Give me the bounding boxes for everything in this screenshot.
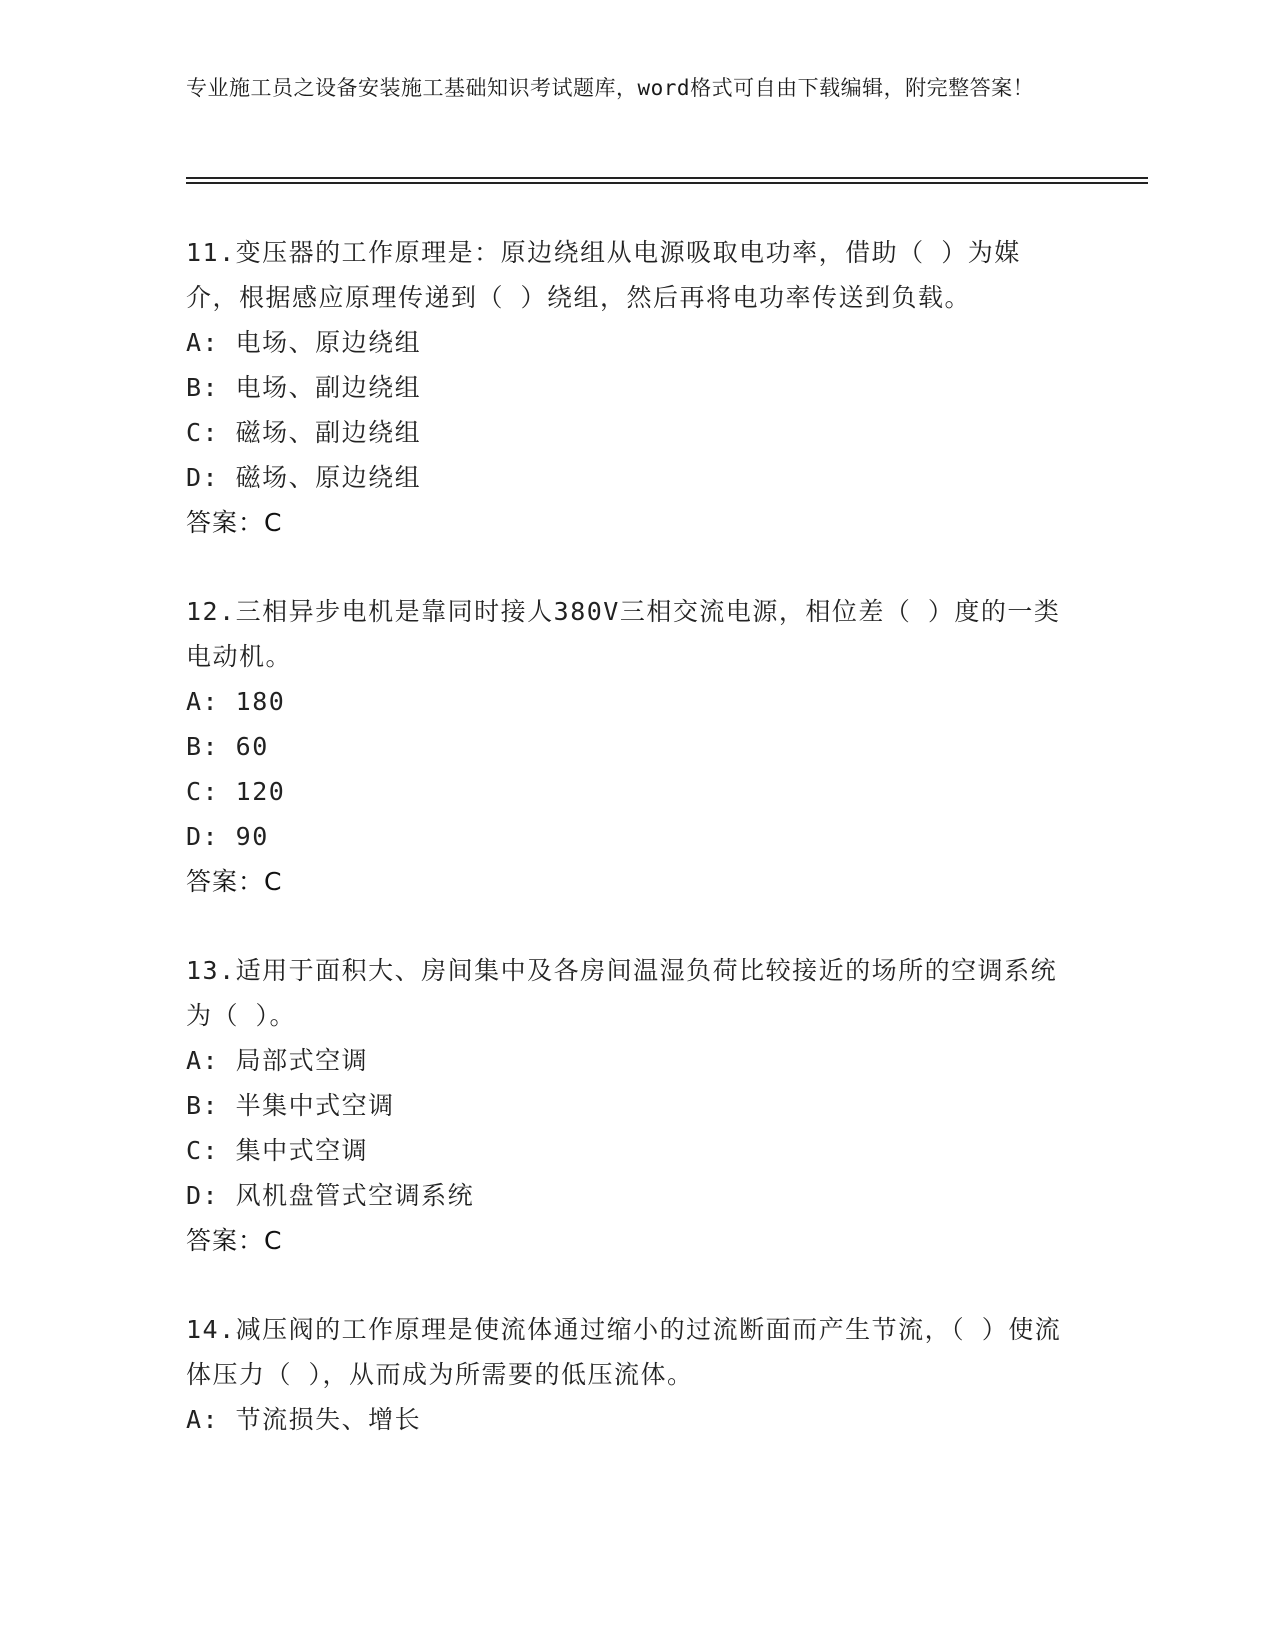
question-text: 14.减压阀的工作原理是使流体通过缩小的过流断面而产生节流，（ ）使流体压力（ ），从而成为所需要的低压流体。: [186, 1315, 1062, 1389]
option-b: B: 半集中式空调: [186, 1091, 395, 1120]
answer: 答案：C: [186, 867, 283, 896]
answer: 答案：C: [186, 1226, 283, 1255]
option-b: B: 电场、副边绕组: [186, 373, 422, 402]
question-list: [186, 230, 1066, 1486]
option-d: D: 风机盘管式空调系统: [186, 1181, 475, 1210]
question-12: [186, 589, 1066, 904]
question-11: [186, 230, 1066, 545]
option-c: C: 磁场、副边绕组: [186, 418, 422, 447]
option-d: D: 90: [186, 822, 269, 851]
header-rule-top: [186, 177, 1148, 179]
question-text: 13.适用于面积大、房间集中及各房间温湿负荷比较接近的场所的空调系统为（ ）。: [186, 956, 1058, 1030]
option-a: A: 电场、原边绕组: [186, 328, 422, 357]
option-c: C: 120: [186, 777, 286, 806]
option-b: B: 60: [186, 732, 269, 761]
option-c: C: 集中式空调: [186, 1136, 369, 1165]
header-rule-bottom: [186, 182, 1148, 184]
question-text: 11.变压器的工作原理是：原边绕组从电源吸取电功率，借助（ ）为媒介，根据感应原理传递到（ ）绕组，然后再将电功率传送到负载。: [186, 238, 1021, 312]
question-text: 12.三相异步电机是靠同时接人380V三相交流电源，相位差（ ）度的一类电动机。: [186, 597, 1061, 671]
option-a: A: 180: [186, 687, 286, 716]
option-a: A: 局部式空调: [186, 1046, 369, 1075]
document-header: 专业施工员之设备安装施工基础知识考试题库，word格式可自由下载编辑，附完整答案！: [186, 76, 1035, 100]
question-13: [186, 948, 1066, 1263]
option-d: D: 磁场、原边绕组: [186, 463, 422, 492]
option-a: A: 节流损失、增长: [186, 1405, 422, 1434]
answer: 答案：C: [186, 508, 283, 537]
question-14: [186, 1307, 1066, 1442]
